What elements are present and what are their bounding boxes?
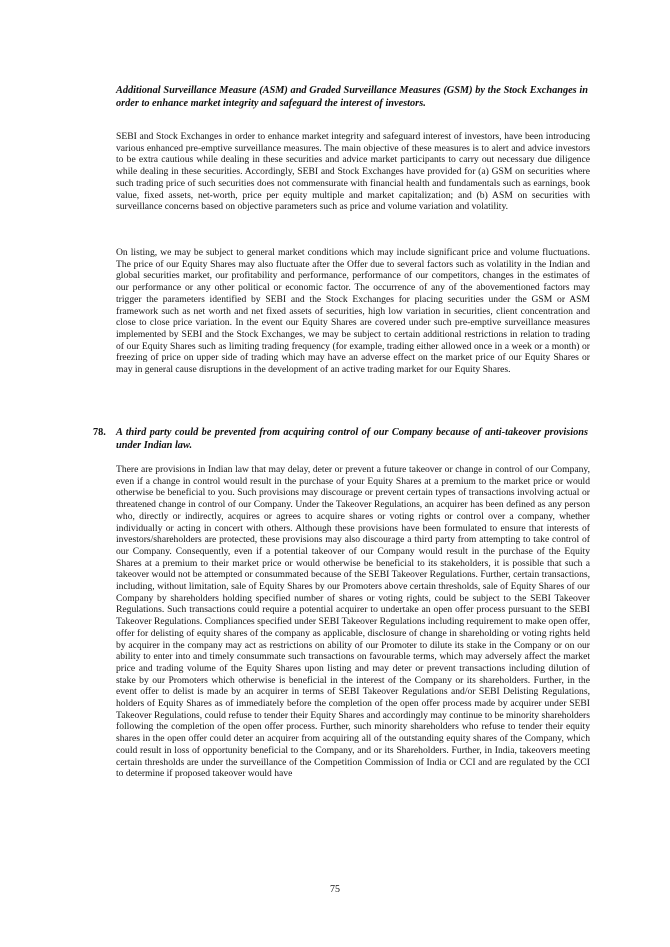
section-heading-anti-takeover: A third party could be prevented from acquiring control of our Company because of anti-takeover provisions under Indian law. [116, 427, 588, 451]
page-number: 75 [330, 884, 340, 895]
paragraph-listing-conditions: On listing, we may be subject to general market conditions which may include significant price and volume fluctuations. The price of our Equity Shares may also fluctuate after the Offer due to several factors such as volatility in the Indian and global securities market, our profitability and performance, performance of our competitors, changes in the estimates of our performance or any other political or economic factor. The occurrence of any of the abovementioned factors may trigger the parameters identified by SEBI and the Stock Exchanges for placing securities under the GSM or ASM framework such as net worth and net fixed assets of securities, high low variation in securities, client concentration and close to close price variation. In the event our Equity Shares are covered under such pre-emptive surveillance measures implemented by SEBI and the Stock Exchanges, we may be subject to certain additional restrictions in relation to trading of our Equity Shares such as limiting trading frequency (for example, trading either allowed once in a week or a month) or freezing of price on upper side of trading which may have an adverse effect on the market price of our Equity Shares or may in general cause disruptions in the development of an active trading market for our Equity Shares. [116, 247, 590, 376]
paragraph-anti-takeover: There are provisions in Indian law that may delay, deter or prevent a future takeover or change in control of our Company, even if a change in control would result in the purchase of your Equity Shares at a premium to the market price or would otherwise be beneficial to you. Such provisions may discourage or prevent certain types of transactions involving actual or threatened change in control of our Company. Under the Takeover Regulations, an acquirer has been defined as any person who, directly or indirectly, acquires or agrees to acquire shares or voting rights or control over a company, whether individually or acting in concert with others. Although these provisions have been formulated to ensure that interests of investors/shareholders are protected, these provisions may also discourage a third party from attempting to take control of our Company. Consequently, even if a potential takeover of our Company would result in the purchase of the Equity Shares at a premium to their market price or would otherwise be beneficial to its stakeholders, it is possible that such a takeover would not be attempted or consummated because of the SEBI Takeover Regulations. Further, certain transactions, including, without limitation, sale of Equity Shares by our Promoters above certain thresholds, sale of Equity Shares of our Company by shareholders holding specified number of shares or voting rights, could be subject to the SEBI Takeover Regulations. Such transactions could require a potential acquirer to undertake an open offer process pursuant to the SEBI Takeover Regulations. Compliances specified under SEBI Takeover Regulations including requirement to make open offer, offer for delisting of equity shares of the company as applicable, disclosure of change in shareholding or voting rights held by acquirer in the company may act as restrictions on ability of our Promoter to dilute its stake in the Company or on our ability to enter into and timely consummate such transactions on favourable terms, which may adversely affect the market price and trading volume of the Equity Shares upon listing and may deter or prevent transactions including dilution of stake by our Promoters which otherwise is beneficial in the interest of the Company or its shareholders. Further, in the event offer to delist is made by an acquirer in terms of SEBI Takeover Regulations and/or SEBI Delisting Regulations, holders of Equity Shares as of immediately before the completion of the open offer process made by acquirer under SEBI Takeover Regulations, could refuse to tender their Equity Shares and accordingly may continue to be minority shareholders following the completion of the open offer process. Further, such minority shareholders who refuse to tender their equity shares in the open offer could deter an acquirer from acquiring all of the outstanding equity shares of the Company, which could result in loss of opportunity beneficial to the Company, and or its Shareholders. Further, in India, takeovers meeting certain thresholds are under the surveillance of the Competition Commission of India or CCI and are regulated by the CCI to determine if proposed takeover would have [116, 464, 590, 780]
section-heading-asm-gsm: Additional Surveillance Measure (ASM) and Graded Surveillance Measures (GSM) by the Stock Exchanges in order to enhance market integrity and safeguard the interest of investors. [116, 85, 588, 109]
paragraph-asm-gsm-intro: SEBI and Stock Exchanges in order to enhance market integrity and safeguard interest of investors, have been introducing various enhanced pre-emptive surveillance measures. The main objective of these measures is to alert and advice investors to be extra cautious while dealing in these securities and advice market participants to carry out necessary due diligence while dealing in these securities. Accordingly, SEBI and Stock Exchanges have provided for (a) GSM on securities where such trading price of such securities does not commensurate with financial health and fundamentals such as earnings, book value, fixed assets, net-worth, price per equity multiple and market capitalization; and (b) ASM on securities with surveillance concerns based on objective parameters such as price and volume variation and volatility. [116, 131, 590, 213]
risk-factor-number: 78. [93, 427, 106, 438]
